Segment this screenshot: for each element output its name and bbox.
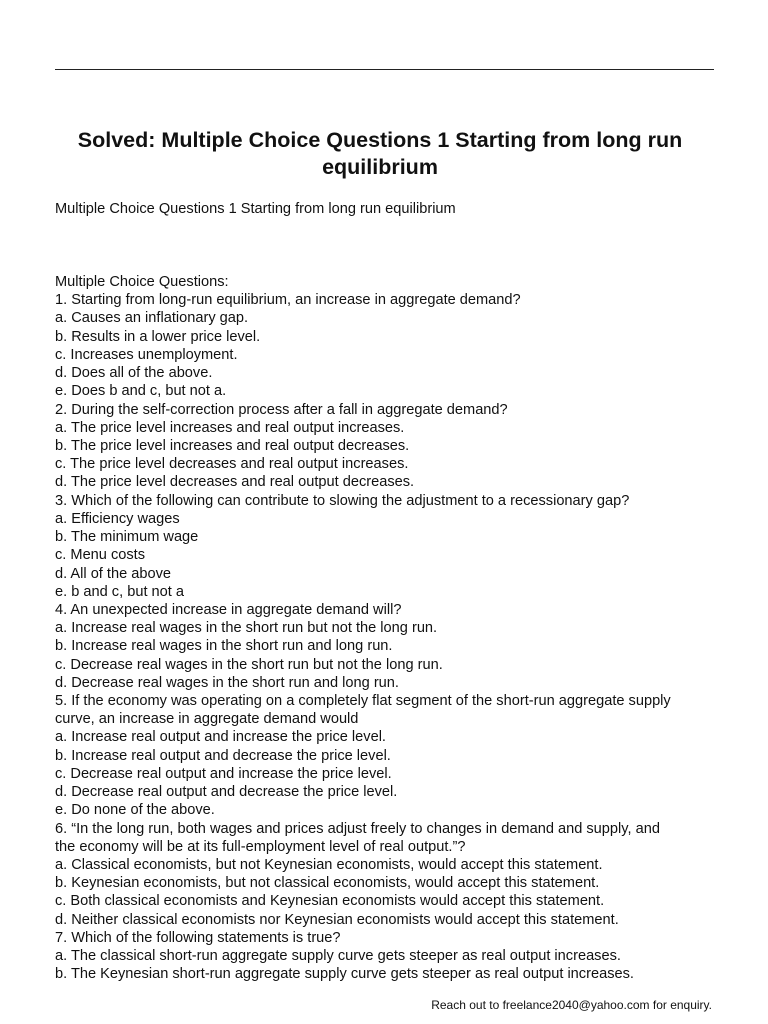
text-line: a. Increase real wages in the short run but not the long run. [55, 620, 438, 637]
text-line: 7. Which of the following statements is true? [55, 929, 341, 946]
text-line: curve, an increase in aggregate demand would [55, 711, 359, 728]
text-line: 4. An unexpected increase in aggregate demand will? [55, 601, 402, 618]
text-line: d. Decrease real wages in the short run and long run. [55, 674, 399, 691]
text-line: the economy will be at its full-employment level of real output.”? [55, 838, 466, 855]
text-line: 3. Which of the following can contribute to slowing the adjustment to a recessionary gap? [55, 492, 630, 509]
text-line: a. The price level increases and real output increases. [55, 419, 405, 436]
text-line: d. Decrease real output and decrease the price level. [55, 784, 398, 801]
text-line: b. Keynesian economists, but not classical economists, would accept this statement. [55, 875, 600, 892]
text-line: b. The minimum wage [55, 529, 199, 546]
text-line: d. Neither classical economists nor Keynesian economists would accept this statement. [55, 911, 619, 928]
text-line: d. The price level decreases and real output decreases. [55, 474, 415, 491]
text-line: c. Decrease real output and increase the price level. [55, 765, 392, 782]
text-line: a. Classical economists, but not Keynesian economists, would accept this statement. [55, 857, 603, 873]
text-line: 2. During the self-correction process after a fall in aggregate demand? [55, 401, 508, 418]
text-line: c. The price level decreases and real output increases. [55, 456, 409, 473]
text-line: 1. Starting from long-run equilibrium, an increase in aggregate demand? [55, 292, 521, 309]
text-line: e. Does b and c, but not a. [55, 383, 227, 400]
section-heading: Multiple Choice Questions: [55, 274, 229, 290]
text-line: b. The price level increases and real output decreases. [55, 437, 410, 454]
text-line: c. Menu costs [55, 547, 146, 564]
top-divider [55, 69, 714, 70]
text-line: a. Increase real output and increase the price level. [55, 729, 386, 746]
text-line: b. Results in a lower price level. [55, 328, 261, 345]
text-line: a. Efficiency wages [55, 510, 180, 527]
text-line: c. Increases unemployment. [55, 346, 238, 363]
text-line: a. Causes an inflationary gap. [55, 310, 249, 327]
text-line: e. b and c, but not a [55, 583, 185, 600]
text-line: b. Increase real output and decrease the price level. [55, 747, 391, 764]
text-line: e. Do none of the above. [55, 802, 215, 819]
question-list [55, 273, 735, 984]
text-line: a. The classical short-run aggregate supply curve gets steeper as real output increases. [55, 948, 621, 965]
text-line: b. The Keynesian short-run aggregate supply curve gets steeper as real output increases. [55, 966, 634, 983]
text-line: 6. “In the long run, both wages and prices adjust freely to changes in demand and supply, and [55, 820, 660, 837]
text-line: c. Decrease real wages in the short run but not the long run. [55, 656, 443, 673]
text-line: d. All of the above [55, 565, 172, 582]
footer-contact-note: Reach out to freelance2040@yahoo.com for enquiry. [431, 998, 712, 1012]
document-subtitle: Multiple Choice Questions 1 Starting from long run equilibrium [55, 201, 456, 217]
text-line: b. Increase real wages in the short run and long run. [55, 638, 393, 655]
text-line: c. Both classical economists and Keynesian economists would accept this statement. [55, 893, 605, 910]
text-line: 5. If the economy was operating on a completely flat segment of the short-run aggregate supply [55, 693, 671, 710]
document-title: Solved: Multiple Choice Questions 1 Starting from long run equilibrium [77, 128, 683, 179]
text-line: d. Does all of the above. [55, 365, 213, 382]
